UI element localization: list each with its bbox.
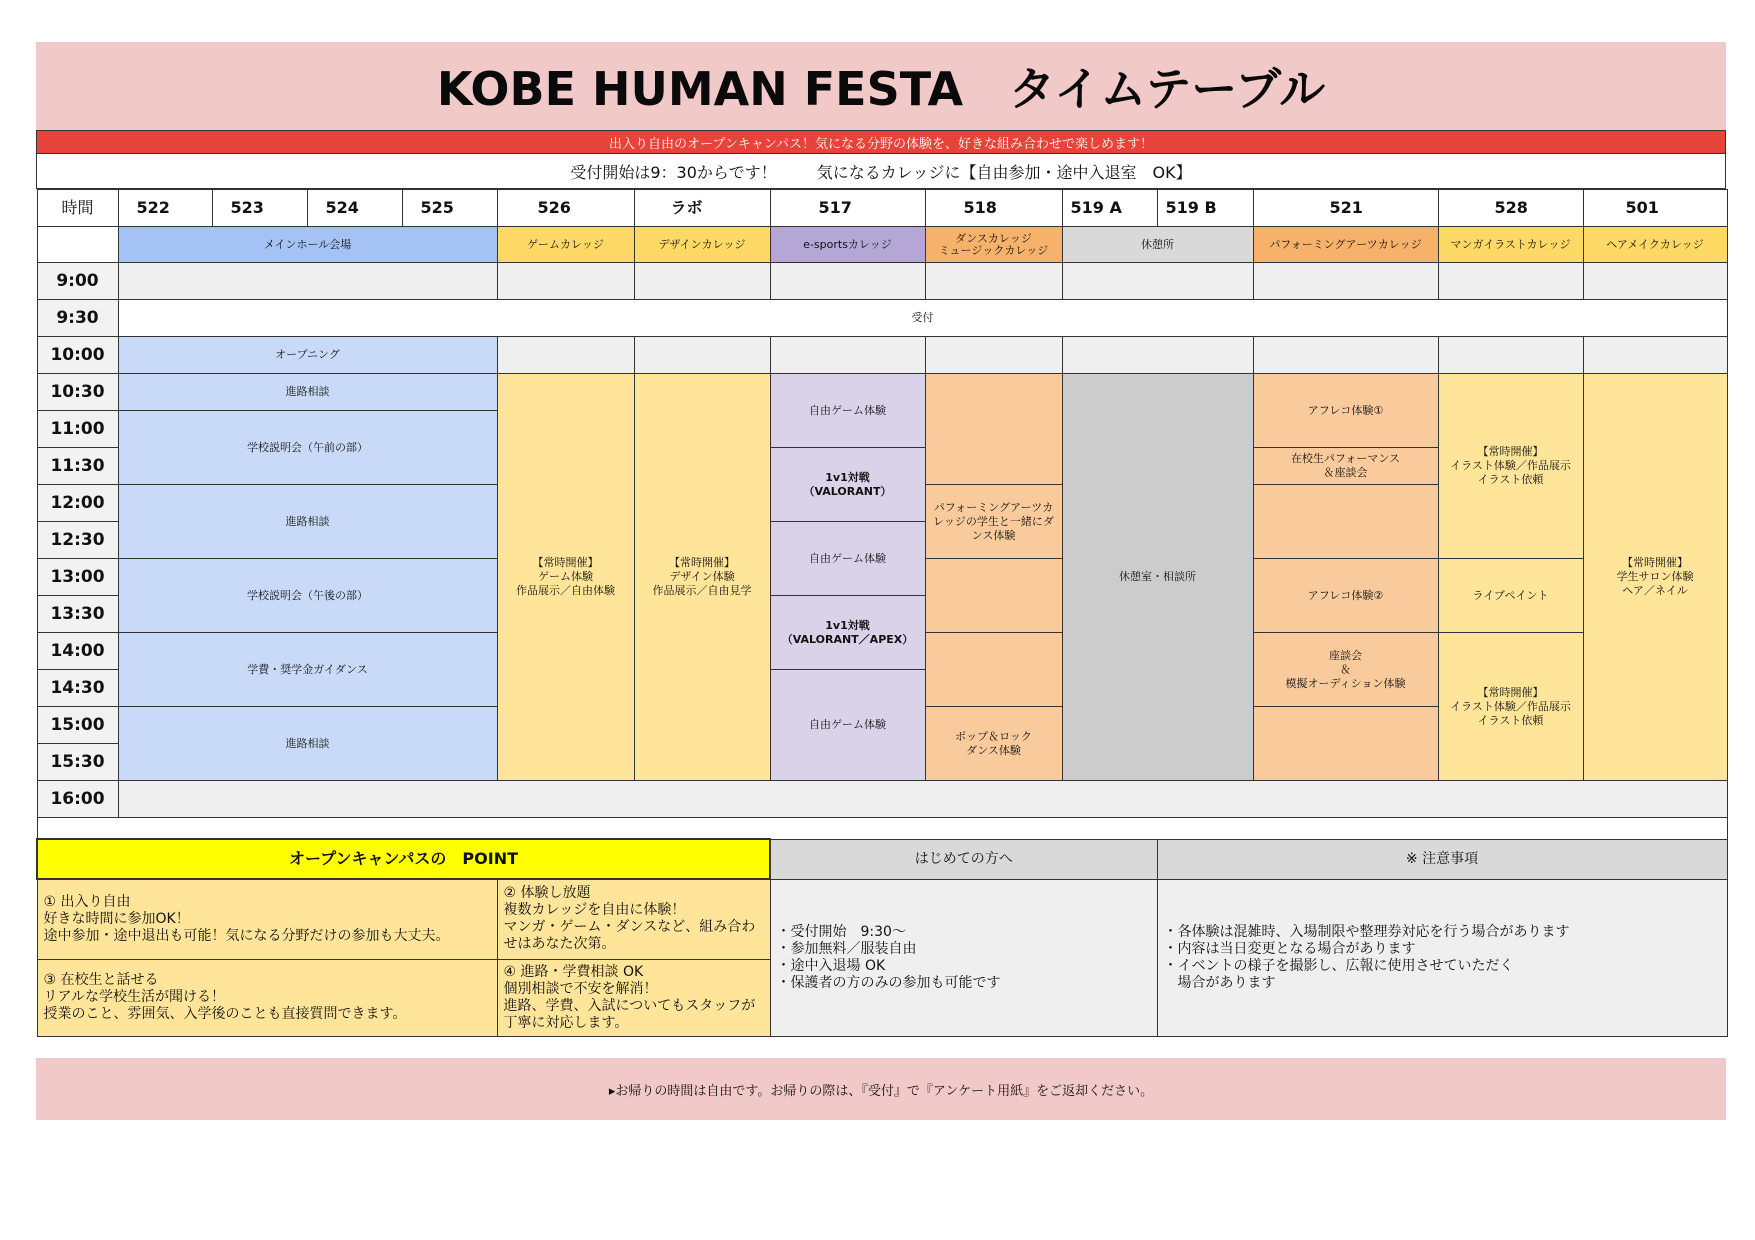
event-game-always: 【常時開催】 ゲーム体験 作品展示／自由体験 bbox=[497, 374, 634, 781]
time-label: 10:30 bbox=[37, 374, 118, 411]
venue-game: ゲームカレッジ bbox=[497, 227, 634, 263]
event-consult: 進路相談 bbox=[118, 374, 497, 411]
empty-cell bbox=[1438, 263, 1583, 300]
empty-cell bbox=[634, 263, 770, 300]
time-label: 11:30 bbox=[37, 448, 118, 485]
event-afureco-2: アフレコ体験② bbox=[1253, 559, 1438, 633]
venue-manga: マンガイラストカレッジ bbox=[1438, 227, 1583, 263]
venue-dance-music: ダンスカレッジ ミュージックカレッジ bbox=[925, 227, 1062, 263]
empty-cell bbox=[770, 263, 925, 300]
empty-cell bbox=[1583, 337, 1727, 374]
empty-cell bbox=[1253, 263, 1438, 300]
event-consult: 進路相談 bbox=[118, 485, 497, 559]
caution-body: ・各体験は混雑時、入場制限や整理券対応を行う場合があります ・内容は当日変更となる場合があります ・イベントの様子を撮影し、広報に使用させていただく 場合があります bbox=[1157, 879, 1727, 1036]
time-header: 時間 bbox=[37, 190, 118, 227]
room-528: 528 bbox=[1438, 190, 1583, 227]
venue-main-hall: メインホール会場 bbox=[118, 227, 497, 263]
row-0900 bbox=[37, 263, 1727, 300]
footer-bar: ▸お帰りの時間は自由です。お帰りの際は、『受付』で『アンケート用紙』をご返却ください。 bbox=[36, 1058, 1726, 1120]
empty-cell bbox=[118, 263, 497, 300]
event-afureco-1: アフレコ体験① bbox=[1253, 374, 1438, 448]
venue-hair: ヘアメイクカレッジ bbox=[1583, 227, 1727, 263]
point-2: ② 体験し放題 複数カレッジを自由に体験！ マンガ・ゲーム・ダンスなど、組み合わせはあなた次第。 bbox=[497, 879, 770, 959]
room-522: 522 bbox=[118, 190, 212, 227]
room-519b: 519 B bbox=[1157, 190, 1253, 227]
empty-cell bbox=[925, 263, 1062, 300]
notice-right: 気になるカレッジに【自由参加・途中入退室 OK】 bbox=[816, 162, 1192, 182]
points-heading: オープンキャンパスの POINT bbox=[37, 839, 770, 879]
event-free-game: 自由ゲーム体験 bbox=[770, 522, 925, 596]
room-519a: 519 A bbox=[1062, 190, 1157, 227]
empty-cell bbox=[770, 337, 925, 374]
event-hair-always: 【常時開催】 学生サロン体験 ヘア／ネイル bbox=[1583, 374, 1727, 781]
venue-blank bbox=[37, 227, 118, 263]
room-526: 526 bbox=[497, 190, 634, 227]
event-pop-rock: ポップ＆ロック ダンス体験 bbox=[925, 707, 1062, 781]
venue-esports: e-sportsカレッジ bbox=[770, 227, 925, 263]
event-student-performance: 在校生パフォーマンス ＆座談会 bbox=[1253, 448, 1438, 485]
venue-performing: パフォーミングアーツカレッジ bbox=[1253, 227, 1438, 263]
time-label: 12:30 bbox=[37, 522, 118, 559]
time-label: 13:00 bbox=[37, 559, 118, 596]
empty-cell bbox=[1253, 337, 1438, 374]
point-4: ④ 進路・学費相談 OK 個別相談で不安を解消！ 進路、学費、入試についてもスタッフが丁寧に対応します。 bbox=[497, 959, 770, 1036]
time-label: 11:00 bbox=[37, 411, 118, 448]
room-524: 524 bbox=[307, 190, 402, 227]
room-523: 523 bbox=[212, 190, 307, 227]
spacer-row bbox=[37, 818, 1727, 840]
page-title: KOBE HUMAN FESTA タイムテーブル bbox=[436, 62, 1326, 116]
empty-cell bbox=[37, 818, 1727, 840]
room-517: 517 bbox=[770, 190, 925, 227]
notice-row bbox=[36, 154, 1726, 189]
room-lab: ラボ bbox=[634, 190, 770, 227]
event-1v1-valorant: 1v1対戦 （VALORANT） bbox=[770, 448, 925, 522]
empty-cell bbox=[925, 337, 1062, 374]
time-label: 15:00 bbox=[37, 707, 118, 744]
empty-cell bbox=[497, 263, 634, 300]
caution-heading: ※ 注意事項 bbox=[1157, 839, 1727, 879]
room-521: 521 bbox=[1253, 190, 1438, 227]
point-1: ① 出入り自由 好きな時間に参加OK！ 途中参加・途中退出も可能！気になる分野だけの参加も大丈夫。 bbox=[37, 879, 497, 959]
time-label: 14:30 bbox=[37, 670, 118, 707]
row-1600 bbox=[37, 781, 1727, 818]
event-opening: オープニング bbox=[118, 337, 497, 374]
empty-cell bbox=[497, 337, 634, 374]
event-design-always: 【常時開催】 デザイン体験 作品展示／自由見学 bbox=[634, 374, 770, 781]
event-tuition: 学費・奨学金ガイダンス bbox=[118, 633, 497, 707]
room-header-row bbox=[37, 190, 1727, 227]
first-time-body: ・受付開始 9:30～ ・参加無料／服装自由 ・途中入退場 OK ・保護者の方のみの参加も可能です bbox=[770, 879, 1157, 1036]
event-manga-always-2: 【常時開催】 イラスト体験／作品展示 イラスト依頼 bbox=[1438, 633, 1583, 781]
event-dance-experience: パフォーミングアーツカレッジの学生と一緒にダンス体験 bbox=[925, 485, 1062, 559]
empty-cell bbox=[1438, 337, 1583, 374]
timetable bbox=[36, 189, 1728, 1037]
time-label: 9:00 bbox=[37, 263, 118, 300]
event-rest-consult: 休憩室・相談所 bbox=[1062, 374, 1253, 781]
row-0930 bbox=[37, 300, 1727, 337]
empty-cell bbox=[1253, 707, 1438, 781]
event-briefing-pm: 学校説明会（午後の部） bbox=[118, 559, 497, 633]
empty-cell bbox=[1583, 263, 1727, 300]
event-roundtable-audition: 座談会 ＆ 模擬オーディション体験 bbox=[1253, 633, 1438, 707]
empty-cell bbox=[925, 633, 1062, 707]
banner: 出入り自由のオープンキャンパス！気になる分野の体験を、好きな組み合わせで楽しめます！ bbox=[36, 130, 1726, 154]
room-525: 525 bbox=[402, 190, 497, 227]
event-free-game: 自由ゲーム体験 bbox=[770, 670, 925, 781]
event-manga-always-1: 【常時開催】 イラスト体験／作品展示 イラスト依頼 bbox=[1438, 374, 1583, 559]
event-consult: 進路相談 bbox=[118, 707, 497, 781]
row-1000 bbox=[37, 337, 1727, 374]
time-label: 16:00 bbox=[37, 781, 118, 818]
venue-rest: 休憩所 bbox=[1062, 227, 1253, 263]
first-time-heading: はじめての方へ bbox=[770, 839, 1157, 879]
empty-cell bbox=[634, 337, 770, 374]
event-1v1-valorant-apex: 1v1対戦 （VALORANT／APEX） bbox=[770, 596, 925, 670]
empty-cell bbox=[1062, 337, 1253, 374]
time-label: 15:30 bbox=[37, 744, 118, 781]
time-label: 10:00 bbox=[37, 337, 118, 374]
venue-design: デザインカレッジ bbox=[634, 227, 770, 263]
room-518: 518 bbox=[925, 190, 1062, 227]
title-bar bbox=[36, 42, 1726, 130]
time-label: 12:00 bbox=[37, 485, 118, 522]
empty-cell bbox=[1062, 263, 1253, 300]
event-briefing-am: 学校説明会（午前の部） bbox=[118, 411, 497, 485]
venue-row bbox=[37, 227, 1727, 263]
point-3: ③ 在校生と話せる リアルな学校生活が聞ける！ 授業のこと、雰囲気、入学後のことも直接質問できます。 bbox=[37, 959, 497, 1036]
empty-cell bbox=[925, 559, 1062, 633]
row-1030 bbox=[37, 374, 1727, 411]
empty-cell bbox=[925, 374, 1062, 485]
reception-cell: 受付 bbox=[118, 300, 1727, 337]
timetable-page bbox=[36, 42, 1726, 1037]
points-row-1 bbox=[37, 879, 1727, 959]
event-live-paint: ライブペイント bbox=[1438, 559, 1583, 633]
notice-left: 受付開始は9：30からです！ bbox=[570, 162, 777, 182]
room-501: 501 bbox=[1583, 190, 1727, 227]
empty-cell bbox=[118, 781, 1727, 818]
empty-cell bbox=[1253, 485, 1438, 559]
time-label: 9:30 bbox=[37, 300, 118, 337]
time-label: 13:30 bbox=[37, 596, 118, 633]
points-header-row bbox=[37, 839, 1727, 879]
event-free-game: 自由ゲーム体験 bbox=[770, 374, 925, 448]
time-label: 14:00 bbox=[37, 633, 118, 670]
